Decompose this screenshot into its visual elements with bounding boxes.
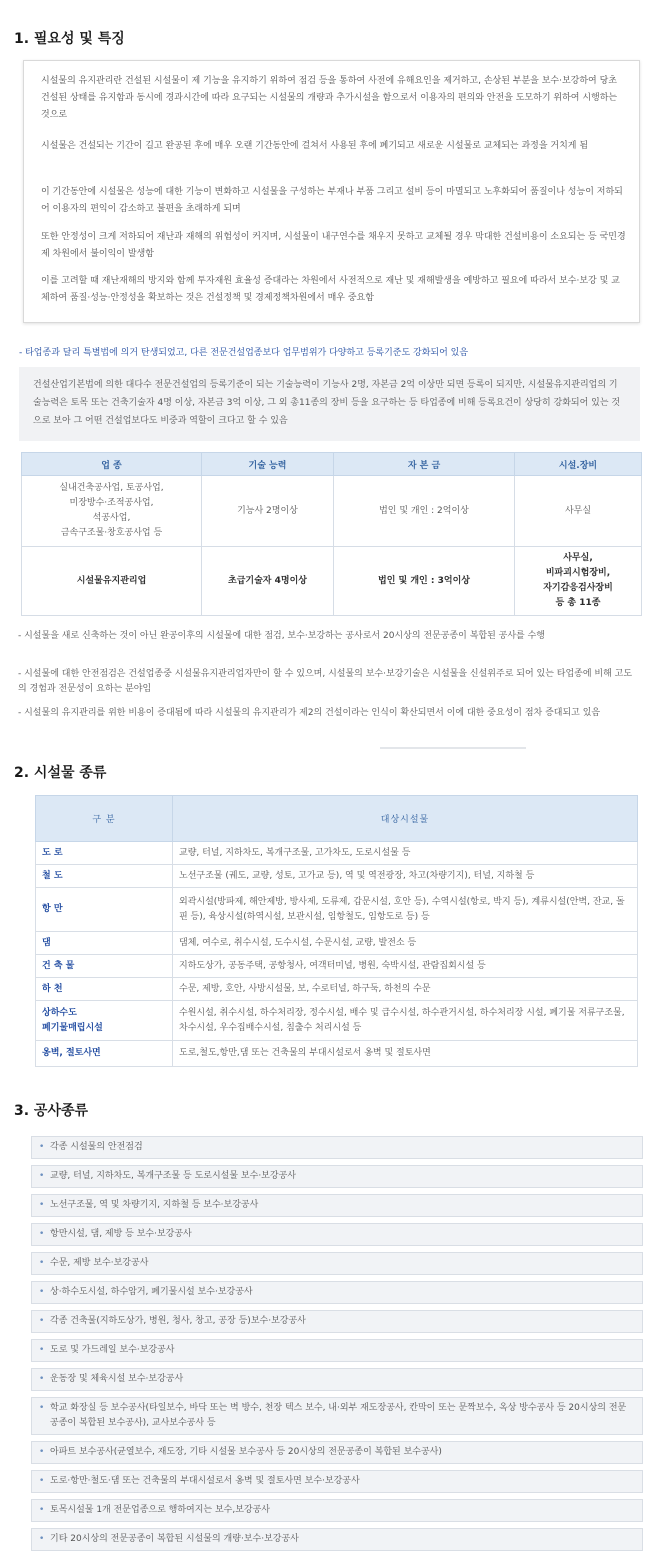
list-item-text: 각종 시설물의 안전점검	[50, 1142, 143, 1152]
list-item	[31, 1528, 643, 1551]
paragraph: 시설물은 건설되는 기간이 길고 완공된 후에 매우 오랜 기간동안에 걸쳐서 사용된 후에 폐기되고 새로운 시설물로 교체되는 과정을 거치게 됨	[41, 141, 589, 151]
registration-summary: 건설산업기본법에 의한 대다수 전문건설업의 등록기준이 되는 기술능력이 기능사 2명, 자본금 2억 이상만 되면 등록이 되지만, 시설물유지관리업의 기술능력은 토목 또는 건축기술자 4명 이상, 자본금 3억 이상, 그 외 총11종의 장비 등을 요구하는 등 타업종에 비해 등록요건이 상당히 강화되어 있는 것으로 보아 그 어떤 건설업보다도 비중과 역할이 크다고 할 수 있음	[19, 367, 640, 441]
list-item-text: 각종 건축물(지하도상가, 병원, 청사, 창고, 공장 등)보수·보강공사	[50, 1316, 306, 1326]
bullet-icon: •	[39, 1287, 45, 1297]
list-item	[31, 1397, 643, 1435]
construction-types-list	[31, 1136, 643, 1551]
table-cell: 법인 및 개인 : 2억이상	[334, 476, 515, 547]
registration-requirements-table	[21, 452, 642, 616]
list-item-text: 도로 및 가드레일 보수·보강공사	[50, 1345, 175, 1355]
table-cell: 실내건축공사업, 토공사업, 미장방수·조적공사업, 석공사업, 금속구조물·창호공사업 등	[22, 476, 202, 547]
table-cell: 사무실, 비파괴시험장비, 자기감응검사장비 등 총 11종	[515, 547, 642, 616]
category-cell: 철 도	[36, 865, 173, 888]
table-row	[22, 476, 642, 547]
bullet-icon: •	[39, 1374, 45, 1384]
table-row	[36, 955, 638, 978]
list-item	[31, 1136, 643, 1159]
list-item	[31, 1499, 643, 1522]
table-row	[36, 978, 638, 1001]
highlight-note: - 타업종과 달리 특별법에 의거 탄생되었고, 다른 전문건설업종보다 업무범위가 다양하고 등록기준도 강화되어 있음	[19, 348, 469, 358]
list-item-text: 도로·항만·철도·댐 또는 건축물의 부대시설로서 옹벽 및 절토사면 보수·보강공사	[50, 1476, 360, 1486]
list-item-text: 기타 20시상의 전문공종이 복합된 시설물의 개량·보수·보강공사	[50, 1534, 299, 1544]
facilities-cell: 노선구조물 (궤도, 교량, 성토, 고가교 등), 역 및 역전광장, 차고(차량기지), 터널, 지하철 등	[173, 865, 638, 888]
category-cell: 옹벽, 절토사면	[36, 1041, 173, 1067]
list-item-text: 항만시설, 댐, 제방 등 보수·보강공사	[50, 1229, 192, 1239]
paragraph: 시설물의 유지관리란 건설된 시설물이 제 기능을 유지하기 위하여 점검 등을 통하여 사전에 유해요인을 제거하고, 손상된 부분을 보수·보강하여 당초 건설된 상태를 유지함과 동시에 경과시간에 따라 요구되는 시설물의 개량과 추가시설을 함으로서 이용자의 편의와 안전을 도모하기 위하여 시행하는 것으로	[41, 76, 618, 120]
section1-description-box	[23, 60, 640, 323]
bullet-icon: •	[39, 1345, 45, 1355]
bullet-icon: •	[39, 1403, 45, 1413]
table-row	[36, 1041, 638, 1067]
bullet-text: - 시설물을 새로 신축하는 것이 아닌 완공이후의 시설물에 대한 점검, 보수·보강하는 공사로서 20시상의 전문공종이 복합된 공사를 수행	[18, 631, 545, 641]
list-item	[31, 1252, 643, 1275]
list-item-text: 아파트 보수공사(균열보수, 재도장, 기타 시설물 보수공사 등 20시상의 전문공종이 복합된 보수공사)	[50, 1447, 442, 1457]
bullet-icon: •	[39, 1316, 45, 1326]
list-item	[31, 1470, 643, 1493]
table-header: 기술 능력	[202, 453, 334, 476]
list-item	[31, 1281, 643, 1304]
bullet-icon: •	[39, 1171, 45, 1181]
bullet-icon: •	[39, 1258, 45, 1268]
list-item-text: 운동장 및 체육시설 보수·보강공사	[50, 1374, 184, 1384]
bullet-icon: •	[39, 1229, 45, 1239]
list-item	[31, 1339, 643, 1362]
category-cell: 댐	[36, 932, 173, 955]
paragraph: 또한 안정성이 크게 저하되어 재난과 재해의 위험성이 커지며, 시설물이 내구연수를 채우지 못하고 교체될 경우 막대한 건설비용이 소요되는 등 국민경제 차원에서 불이익이 발생함	[41, 232, 626, 259]
list-item	[31, 1194, 643, 1217]
table-row	[36, 1001, 638, 1041]
bullet-icon: •	[39, 1447, 45, 1457]
bullet-text: - 시설물에 대한 안전점검은 건설업종중 시설물유지관리업자만이 할 수 있으며, 시설물의 보수·보강기술은 시설물을 신설위주로 되어 있는 타업종에 비해 고도의 경험과 전문성이 요하는 분야임	[18, 669, 633, 694]
facilities-cell: 수문, 제방, 호안, 사방시설물, 보, 수로터널, 하구둑, 하천의 수문	[173, 978, 638, 1001]
bullet-icon: •	[39, 1476, 45, 1486]
table-cell: 시설물유지관리업	[22, 547, 202, 616]
facilities-cell: 지하도상가, 공동주택, 공항청사, 여객터미널, 병원, 숙박시설, 관람집회시설 등	[173, 955, 638, 978]
bullet-icon: •	[39, 1505, 45, 1515]
category-cell: 하 천	[36, 978, 173, 1001]
facility-types-table	[35, 795, 638, 1067]
list-item-text: 교량, 터널, 지하차도, 복개구조물 등 도로시설물 보수·보강공사	[50, 1171, 296, 1181]
section3-heading: 3. 공사종류	[14, 1103, 89, 1119]
list-item	[31, 1310, 643, 1333]
table-header: 자 본 금	[334, 453, 515, 476]
category-cell: 건 축 물	[36, 955, 173, 978]
paragraph: 이를 고려할 때 재난재해의 방지와 함께 투자재원 효율성 증대라는 차원에서 사전적으로 재난 및 재해발생을 예방하고 필요에 따라서 보수·보강 및 교체하여 품질·성능·안정성을 확보하는 것은 건설정책 및 경제정책차원에서 매우 중요함	[41, 276, 620, 303]
list-item-text: 노선구조물, 역 및 차량기지, 지하철 등 보수·보강공사	[50, 1200, 259, 1210]
divider	[380, 747, 526, 749]
list-item	[31, 1223, 643, 1246]
table-header: 시설.장비	[515, 453, 642, 476]
table-row	[36, 842, 638, 865]
table-header: 구 분	[36, 796, 173, 842]
table-cell: 초급기술자 4명이상	[202, 547, 334, 616]
facilities-cell: 교량, 터널, 지하차도, 복개구조물, 고가차도, 도로시설물 등	[173, 842, 638, 865]
category-cell: 상하수도 폐기물매립시설	[36, 1001, 173, 1041]
section2-heading: 2. 시설물 종류	[14, 765, 107, 781]
section1-heading: 1. 필요성 및 특징	[14, 31, 125, 47]
bullet-icon: •	[39, 1200, 45, 1210]
table-header: 업 종	[22, 453, 202, 476]
table-row	[36, 888, 638, 932]
list-item-text: 토목시설물 1개 전문업종으로 행하여지는 보수,보강공사	[50, 1505, 270, 1515]
list-item	[31, 1441, 643, 1464]
category-cell: 항 만	[36, 888, 173, 932]
table-row	[36, 865, 638, 888]
bullet-icon: •	[39, 1534, 45, 1544]
list-item-text: 상·하수도시설, 하수암거, 폐기물시설 보수·보강공사	[50, 1287, 253, 1297]
list-item-text: 학교 화장실 등 보수공사(타일보수, 바닥 또는 벽 방수, 천장 텍스 보수, 내·외부 재도장공사, 칸막이 또는 문짝보수, 옥상 방수공사 등 20시상의 전문공종이 복합된 보수공사), 교사보수공사 등	[50, 1403, 627, 1428]
bullet-text: - 시설물의 유지관리를 위한 비용이 증대됨에 따라 시설물의 유지관리가 제2의 건설이라는 인식이 확산되면서 이에 대한 중요성이 점차 증대되고 있음	[18, 708, 601, 718]
table-cell: 사무실	[515, 476, 642, 547]
bullet-icon: •	[39, 1142, 45, 1152]
facilities-cell: 도로,철도,항만,댐 또는 건축물의 부대시설로서 옹벽 및 절토사면	[173, 1041, 638, 1067]
facilities-cell: 수원시설, 취수시설, 하수처리장, 정수시설, 배수 및 급수시설, 하수관거시설, 하수처리장 시설, 폐기물 저류구조물, 차수시설, 우수집배수시설, 침출수 처리시설 등	[173, 1001, 638, 1041]
table-row	[22, 547, 642, 616]
list-item	[31, 1368, 643, 1391]
table-row	[36, 932, 638, 955]
table-cell: 법인 및 개인 : 3억이상	[334, 547, 515, 616]
category-cell: 도 로	[36, 842, 173, 865]
list-item-text: 수문, 제방 보수·보강공사	[50, 1258, 149, 1268]
table-header: 대상시설물	[173, 796, 638, 842]
paragraph: 이 기간동안에 시설물은 성능에 대한 기능이 변화하고 시설물을 구성하는 부재나 부품 그리고 설비 등이 마멸되고 노후화되어 품질이나 성능이 저하되어 이용자의 편익이 감소하고 불편을 초래하게 되며	[41, 187, 623, 214]
list-item	[31, 1165, 643, 1188]
facilities-cell: 댐체, 여수로, 취수시설, 도수시설, 수문시설, 교량, 발전소 등	[173, 932, 638, 955]
facilities-cell: 외곽시설(방파제, 해안제방, 방사제, 도류제, 갑문시설, 호안 등), 수역시설(항로, 박지 등), 계류시설(안벽, 잔교, 돌핀 등), 육상시설(하역시설, 보관시설, 임항철도, 임항도로 등) 등	[173, 888, 638, 932]
table-cell: 기능사 2명이상	[202, 476, 334, 547]
